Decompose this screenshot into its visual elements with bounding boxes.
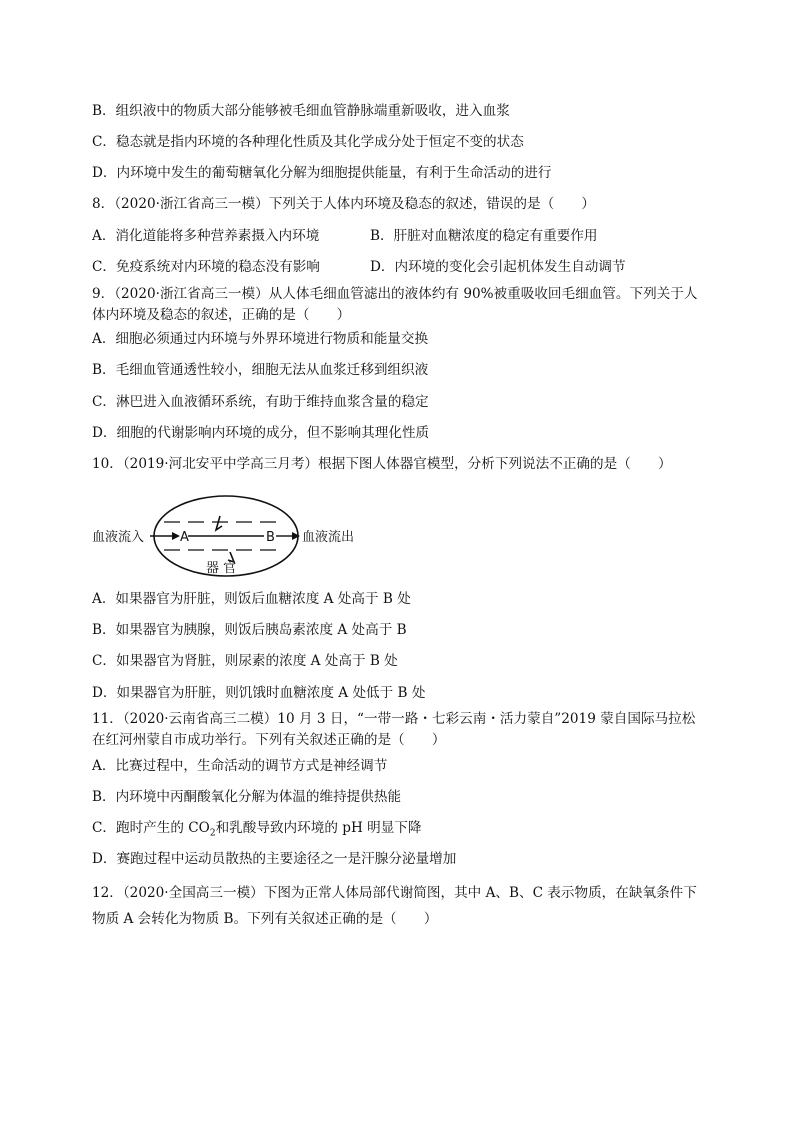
organ-model-diagram: [92, 492, 372, 582]
q11-option-c-text-start: C．跑时产生的 CO: [92, 820, 210, 836]
q11-option-c: [92, 819, 422, 843]
q9-option-b: B．毛细血管通透性较小，细胞无法从血浆迁移到组织液: [92, 362, 429, 378]
inflow-arrowhead: [172, 532, 180, 540]
point-a-label: A: [180, 530, 189, 545]
q9-option-a: A．细胞必须通过内环境与外界环境进行物质和能量交换: [92, 331, 429, 347]
q11-option-b: B．内环境中丙酮酸氧化分解为体温的维持提供热能: [92, 789, 402, 805]
q9-option-c: C．淋巴进入血液循环系统，有助于维持血浆含量的稳定: [92, 394, 429, 410]
q12-stem: 12．（2020·全国高三一模）下图为正常人体局部代谢简图，其中 A、B、C 表示物质，在缺氧条件下物质 A 会转化为物质 B。下列有关叙述正确的是（ ）: [92, 885, 697, 927]
point-b-label: B: [266, 530, 275, 545]
q10-option-d: D．如果器官为肝脏，则饥饿时血糖浓度 A 处低于 B 处: [92, 685, 426, 701]
q11-option-c-subscript: 2: [209, 828, 216, 839]
q8-option-a: A．消化道能将多种营养素摄入内环境: [92, 228, 320, 244]
q8-option-b: B．肝脏对血糖浓度的稳定有重要作用: [370, 228, 598, 244]
q10-option-b: B．如果器官为胰腺，则饭后胰岛素浓度 A 处高于 B: [92, 622, 407, 638]
q7-option-c: C．稳态就是指内环境的各种理化性质及其化学成分处于恒定不变的状态: [92, 134, 524, 150]
inflow-label: 血液流入: [92, 530, 145, 545]
q9-option-d: D．细胞的代谢影响内环境的成分，但不影响其理化性质: [92, 425, 430, 441]
q10-option-a: A．如果器官为肝脏，则饭后血糖浓度 A 处高于 B 处: [92, 591, 411, 607]
q7-option-d: D．内环境中发生的葡萄糖氧化分解为细胞提供能量，有利于生命活动的进行: [92, 165, 552, 181]
q11-stem: 11．（2020·云南省高三二模）10 月 3 日，“一带一路・七彩云南・活力蒙自”2019 蒙自国际马拉松在红河州蒙自市成功举行。下列有关叙述正确的是（ ）: [92, 711, 696, 748]
q11-option-a: A．比赛过程中，生命活动的调节方式是神经调节: [92, 758, 388, 774]
q8-option-c: C．免疫系统对内环境的稳态没有影响: [92, 259, 320, 275]
upper-exchange-arrow-icon: [216, 516, 222, 530]
q8-stem: 8．（2020·浙江省高三一模）下列关于人体内环境及稳态的叙述，错误的是（ ）: [92, 196, 595, 212]
organ-model-svg: [92, 492, 372, 582]
q10-option-c: C．如果器官为肾脏，则尿素的浓度 A 处高于 B 处: [92, 653, 398, 669]
q11-option-d: D．赛跑过程中运动员散热的主要途径之一是汗腺分泌量增加: [92, 851, 457, 867]
outflow-label: 血液流出: [302, 530, 355, 545]
q11-option-c-text-end: 和乳酸导致内环境的 pH 明显下降: [215, 820, 422, 836]
organ-label: 器 官: [206, 561, 237, 576]
q10-stem: 10．（2019·河北安平中学高三月考）根据下图人体器官模型，分析下列说法不正确的是（ ）: [92, 456, 672, 472]
outflow-arrowhead: [292, 532, 300, 540]
q8-option-d: D．内环境的变化会引起机体发生自动调节: [370, 259, 626, 275]
q9-stem: 9．（2020·浙江省高三一模）从人体毛细血管滤出的液体约有 90%被重吸收回毛细血管。下列关于人体内环境及稳态的叙述，正确的是（ ）: [92, 286, 698, 323]
q7-option-b: B．组织液中的物质大部分能够被毛细血管静脉端重新吸收，进入血浆: [92, 103, 510, 119]
